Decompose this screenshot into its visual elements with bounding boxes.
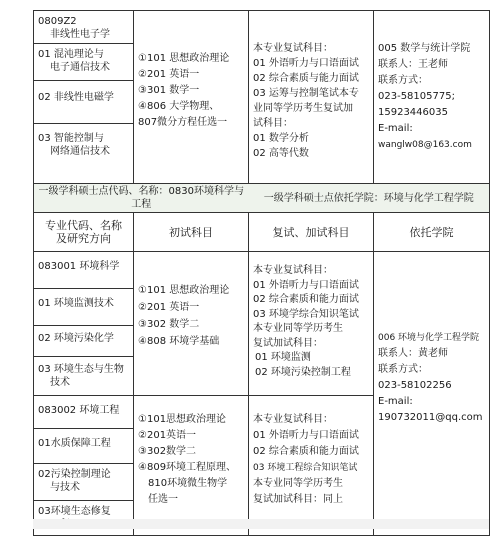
subject-line: 807微分方程任选一 <box>138 117 228 128</box>
program-code-name: 083001 环境科学 <box>38 261 120 272</box>
email-label: E-mail: <box>378 396 413 407</box>
retest-subjects-cell <box>249 11 374 184</box>
contact-phone: 15923446035 <box>378 107 448 118</box>
program-row-083001 <box>34 252 490 396</box>
discipline-code-cell <box>34 184 249 213</box>
direction-label: 网络通信技术 <box>50 146 110 157</box>
contact-phone: 023-58102256 <box>378 380 452 391</box>
col-header-school <box>374 213 490 252</box>
subject-line: ①101 思想政治理论 <box>138 285 230 296</box>
page-bottom-edge <box>33 519 489 529</box>
col-header-initial <box>134 213 249 252</box>
col-header-line: 及研究方向 <box>56 232 111 245</box>
retest-line: 03 运筹与控制笔试本专 <box>253 88 359 99</box>
subject-line: ③301 数学一 <box>138 85 200 96</box>
program-cell <box>34 11 134 184</box>
discipline-school-cell <box>249 184 490 213</box>
col-header-label: 依托学院 <box>409 225 454 239</box>
retest-line: 01 数学分析 <box>253 133 309 144</box>
retest-line: 01 外语听力与口语面试 <box>253 279 359 291</box>
school-name: 005 数学与统计学院 <box>378 43 471 54</box>
school-contact-cell <box>374 11 490 184</box>
discipline-code-name: 一级学科硕士点代码、名称：0830环境科学与工程 <box>38 186 244 210</box>
program-cell <box>34 396 134 536</box>
program-code-name: 083002 环境工程 <box>38 405 120 416</box>
col-header-line: 专业代码、名称 <box>45 219 122 232</box>
initial-subjects-cell <box>134 252 249 396</box>
direction-label: 02 非线性电磁学 <box>38 92 114 103</box>
direction-label: 02污染控制理论 <box>38 469 111 480</box>
col-header-retest <box>249 213 374 252</box>
subject-line: ②201英语一 <box>138 430 197 441</box>
direction-label: 03 智能控制与 <box>38 133 104 144</box>
subject-line: ①101 思想政治理论 <box>138 53 230 64</box>
contact-email: wanglw08@163.com <box>378 140 472 150</box>
subject-line: ①101思想政治理论 <box>138 414 227 425</box>
program-row-0809z2 <box>34 11 490 184</box>
contact-phone: 023-58105775; <box>378 91 455 102</box>
discipline-bar <box>34 184 490 213</box>
admissions-table <box>33 10 490 536</box>
program-code: 0809Z2 <box>38 16 77 27</box>
retest-line: 本专业同等学历考生 <box>253 478 343 489</box>
subject-line: ④808 环境学基础 <box>138 336 220 347</box>
discipline-school: 一级学科硕士点依托学院：环境与化学工程学院 <box>263 192 474 204</box>
direction-label: 电子通信技术 <box>50 62 110 73</box>
retest-line: 复试加试科目： <box>253 337 323 349</box>
col-header-program <box>34 213 134 252</box>
retest-line: 01 外语听力与口语面试 <box>253 430 359 441</box>
retest-line: 业同等学历考生复试加 <box>253 103 353 114</box>
direction-label: 03环境生态修复 <box>38 506 111 517</box>
retest-line: 01 外语听力与口语面试 <box>253 58 359 69</box>
subject-line: 810环境微生物学 <box>148 478 228 489</box>
col-header-label: 复试、加试科目 <box>272 225 350 239</box>
direction-label: 02 环境污染化学 <box>38 333 114 344</box>
contact-person: 联系人：黄老师 <box>378 348 448 359</box>
contact-email: 190732011@qq.com <box>378 412 483 423</box>
direction-label: 01 混沌理论与 <box>38 49 104 60</box>
email-label: E-mail: <box>378 123 413 134</box>
subject-line: ③302 数学二 <box>138 319 200 330</box>
direction-label: 03 环境生态与生物 <box>38 364 124 375</box>
retest-line: 02 综合素质与能力面试 <box>253 73 359 84</box>
retest-line: 本专业同等学历考生 <box>253 323 343 334</box>
school-contact-cell <box>374 252 490 536</box>
retest-line: 03 环境学综合知识笔试 <box>253 308 359 320</box>
retest-subjects-cell <box>249 396 374 536</box>
direction-label: 01 环境监测技术 <box>38 298 114 309</box>
retest-line: 02 综合素质和能力面试 <box>253 294 359 305</box>
direction-label: 技术 <box>50 377 70 388</box>
contact-label: 联系方式： <box>378 364 428 375</box>
direction-label: 与技术 <box>50 482 80 493</box>
retest-line: 01 环境监测 <box>255 352 311 363</box>
subject-line: ②201 英语一 <box>138 302 200 313</box>
program-cell <box>34 252 134 396</box>
subject-line: ④806 大学物理、 <box>138 101 220 112</box>
retest-line: 02 环境污染控制工程 <box>255 366 351 378</box>
retest-line: 02 高等代数 <box>253 148 309 159</box>
school-name: 006 环境与化学工程学院 <box>378 333 480 343</box>
contact-label: 联系方式： <box>378 75 428 86</box>
col-header-label: 初试科目 <box>169 225 213 239</box>
column-header-row <box>34 213 490 252</box>
retest-line: 本专业复试科目： <box>253 414 333 425</box>
subject-line: 任选一 <box>148 494 178 505</box>
subject-line: ②201 英语一 <box>138 69 200 80</box>
retest-line: 试科目： <box>253 118 293 129</box>
direction-label: 01水质保障工程 <box>38 438 111 449</box>
initial-subjects-cell <box>134 11 249 184</box>
program-name: 非线性电子学 <box>50 29 110 40</box>
retest-subjects-cell <box>249 252 374 396</box>
retest-line: 03 环境工程综合知识笔试 <box>253 463 358 473</box>
retest-line: 02 综合素质和能力面试 <box>253 446 359 457</box>
subject-line: ③302数学二 <box>138 446 197 457</box>
retest-line: 复试加试科目：同上 <box>253 494 343 505</box>
contact-person: 联系人：王老师 <box>378 59 448 70</box>
retest-line: 本专业复试科目： <box>253 265 333 276</box>
retest-line: 本专业复试科目： <box>253 43 333 54</box>
subject-line: ④809环境工程原理、 <box>138 462 237 473</box>
initial-subjects-cell <box>134 396 249 536</box>
